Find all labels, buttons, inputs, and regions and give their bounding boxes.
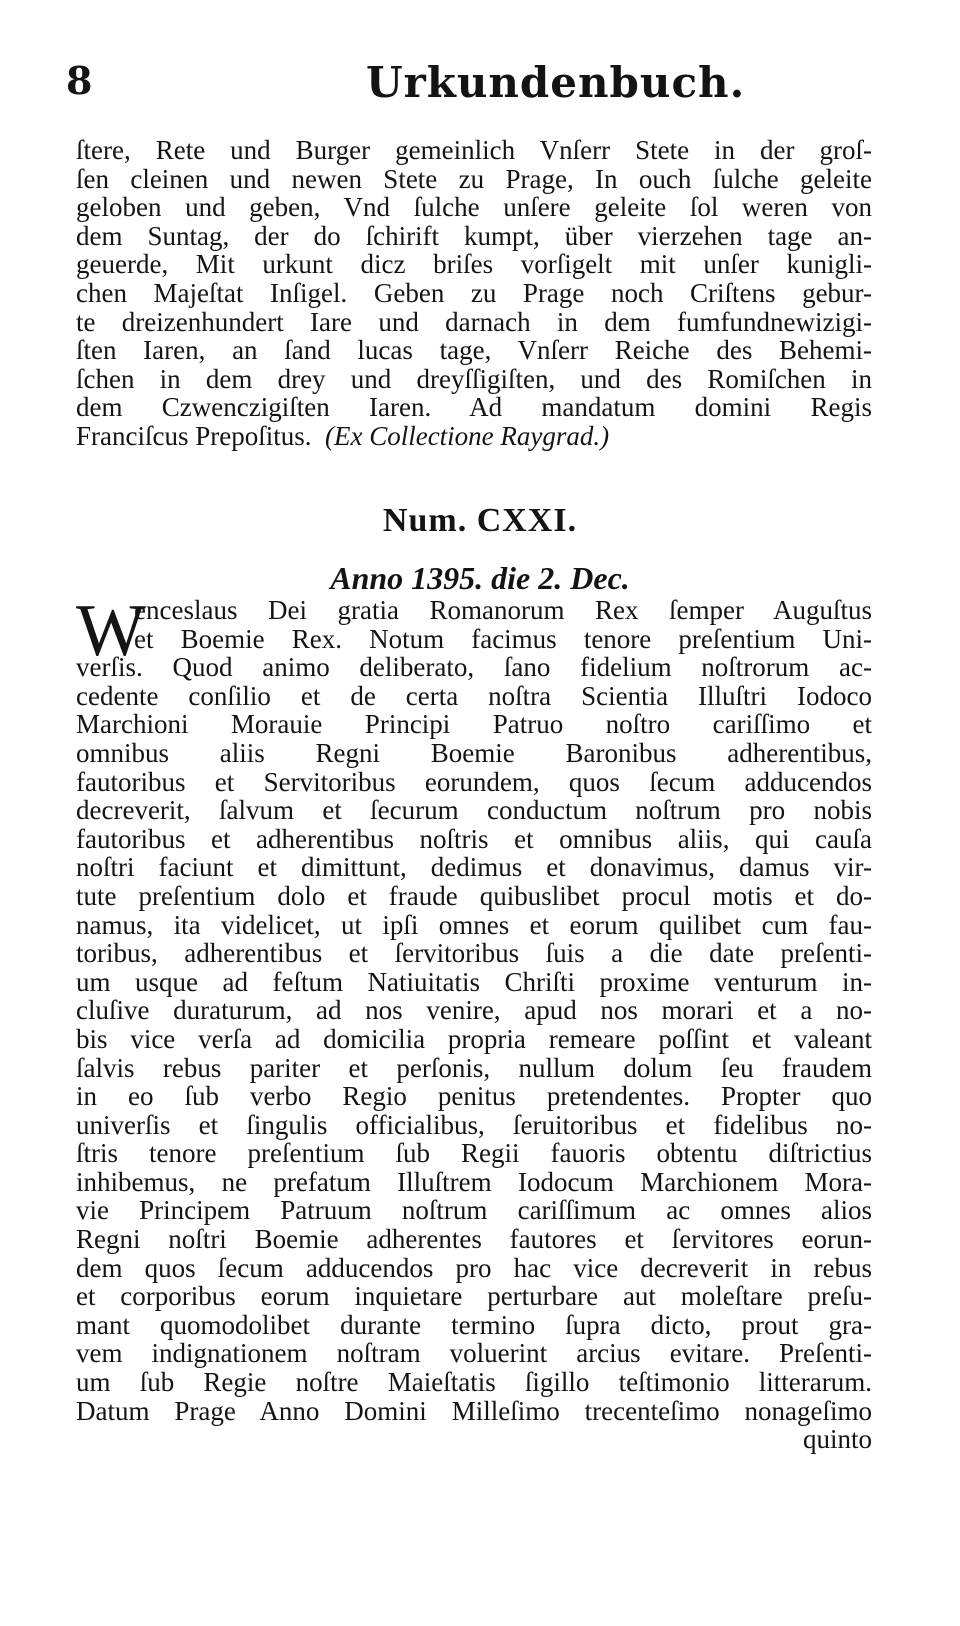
text-line: geuerde, Mit urkunt dicz briſes vorſigelt mit unſer kunigli-: [76, 249, 872, 280]
text-line: tute preſentium dolo et fraude quibuslibet procul motis et do-: [76, 880, 872, 911]
document-number: Num. CXXI.: [382, 502, 578, 539]
text-line: cedente conſilio et de certa noſtra Scientia Illuſtri Iodoco: [76, 680, 872, 711]
text-line: verſis. Quod animo deliberato, ſano fidelium noſtrorum ac-: [76, 652, 872, 683]
text-line: dem Czwenczigiſten Iaren. Ad mandatum domini Regis: [76, 392, 872, 423]
text-line: decreverit, ſalvum et ſecurum conductum noſtrum pro nobis: [76, 795, 872, 826]
text-line: fautoribus et Servitoribus eorundem, quos ſecum adducendos: [76, 766, 872, 797]
running-title: Urkundenbuch.: [366, 58, 746, 107]
text-line: in eo ſub verbo Regio penitus pretendentes. Propter quo: [76, 1081, 872, 1112]
text-line: um usque ad feſtum Natiuitatis Chriſti proxime venturum in-: [76, 966, 872, 997]
text-line: chen Majeſtat Inſigel. Geben zu Prage noch Criſtens gebur-: [76, 277, 872, 308]
text-line: fautoribus et adherentibus noſtris et omnibus aliis, qui cauſa: [76, 823, 872, 854]
catchword-line: quinto: [802, 1424, 872, 1455]
document-body: [76, 590, 872, 1455]
text-line: noſtri faciunt et dimittunt, dedimus et donavimus, damus vir-: [76, 852, 872, 883]
text-line: te dreizenhundert Iare und darnach in dem fumfundnewizigi-: [76, 306, 872, 337]
text-line: ſchen in dem drey und dreyſſigiſten, und des Romiſchen in: [76, 363, 872, 394]
text-line: geloben und geben, Vnd ſulche unſere geleite ſol weren von: [76, 192, 872, 223]
text-line: enceslaus Dei gratia Romanorum Rex ſemper Auguſtus: [134, 595, 872, 625]
text-line: namus, ita videlicet, ut ipſi omnes et eorum quilibet cum fau-: [76, 909, 872, 940]
text-line: bis vice verſa ad domicilia propria remeare poſſint et valeant: [76, 1023, 872, 1054]
text-line: Regni noſtri Boemie adherentes fautores et ſervitores eorun-: [76, 1224, 872, 1255]
text-line: Marchioni Morauie Principi Patruo noſtro cariſſimo et: [76, 709, 872, 740]
text-line: ſen cleinen und newen Stete zu Prage, In ouch ſulche geleite: [76, 163, 872, 194]
page-header: [66, 58, 880, 118]
text-line: inhibemus, ne prefatum Illuſtrem Iodocum Marchionem Mora-: [76, 1166, 872, 1197]
text-line: dem quos ſecum adducendos pro hac vice decreverit in rebus: [76, 1252, 872, 1283]
text-line: ſten Iaren, an ſand lucas tage, Vnſerr Reiche des Behemi-: [76, 335, 872, 366]
text-line: Datum Prage Anno Domini Milleſimo trecenteſimo nonageſimo: [76, 1395, 872, 1426]
text-line: dem Suntag, der do ſchirift kumpt, über vierzehen tage an-: [76, 220, 872, 251]
text-line: ſalvis rebus pariter et perſonis, nullum dolum ſeu fraudem: [76, 1052, 872, 1083]
document-date: Anno 1395. die 2. Dec.: [330, 560, 630, 596]
signatory: Franciſcus Prepoſitus.: [76, 420, 312, 451]
drop-initial: W: [76, 590, 146, 672]
text-line: cluſive duraturum, ad nos venire, apud nos morari et a no-: [76, 995, 872, 1026]
text-line: ſtris tenore preſentium ſub Regii fauoris obtentu diſtrictius: [76, 1138, 872, 1169]
text-line: toribus, adherentibus et ſervitoribus ſuis a die date preſenti-: [76, 938, 872, 969]
previous-document-conclusion: [76, 136, 872, 451]
text-line: et Boemie Rex. Notum facimus tenore preſentium Uni-: [134, 623, 872, 654]
source-note: (Ex Collectione Raygrad.): [324, 420, 610, 451]
text-line: vem indignationem noſtram voluerint arcius evitare. Preſenti-: [76, 1338, 872, 1369]
text-line: univerſis et ſingulis officialibus, ſeruitoribus et fidelibus no-: [76, 1109, 872, 1140]
closing-line: [76, 422, 872, 451]
page-number: 8: [66, 58, 93, 103]
text-line: ſtere, Rete und Burger gemeinlich Vnſerr Stete in der groſ-: [76, 135, 872, 165]
text-line: et corporibus eorum inquietare perturbare aut moleſtare preſu-: [76, 1281, 872, 1312]
text-line: um ſub Regie noſtre Maieſtatis ſigillo teſtimonio litterarum.: [76, 1367, 872, 1398]
text-line: omnibus aliis Regni Boemie Baronibus adherentibus,: [76, 737, 872, 768]
text-line: vie Principem Patruum noſtrum cariſſimum ac omnes alios: [76, 1195, 872, 1226]
text-line: mant quomodolibet durante termino ſupra dicto, prout gra-: [76, 1309, 872, 1340]
